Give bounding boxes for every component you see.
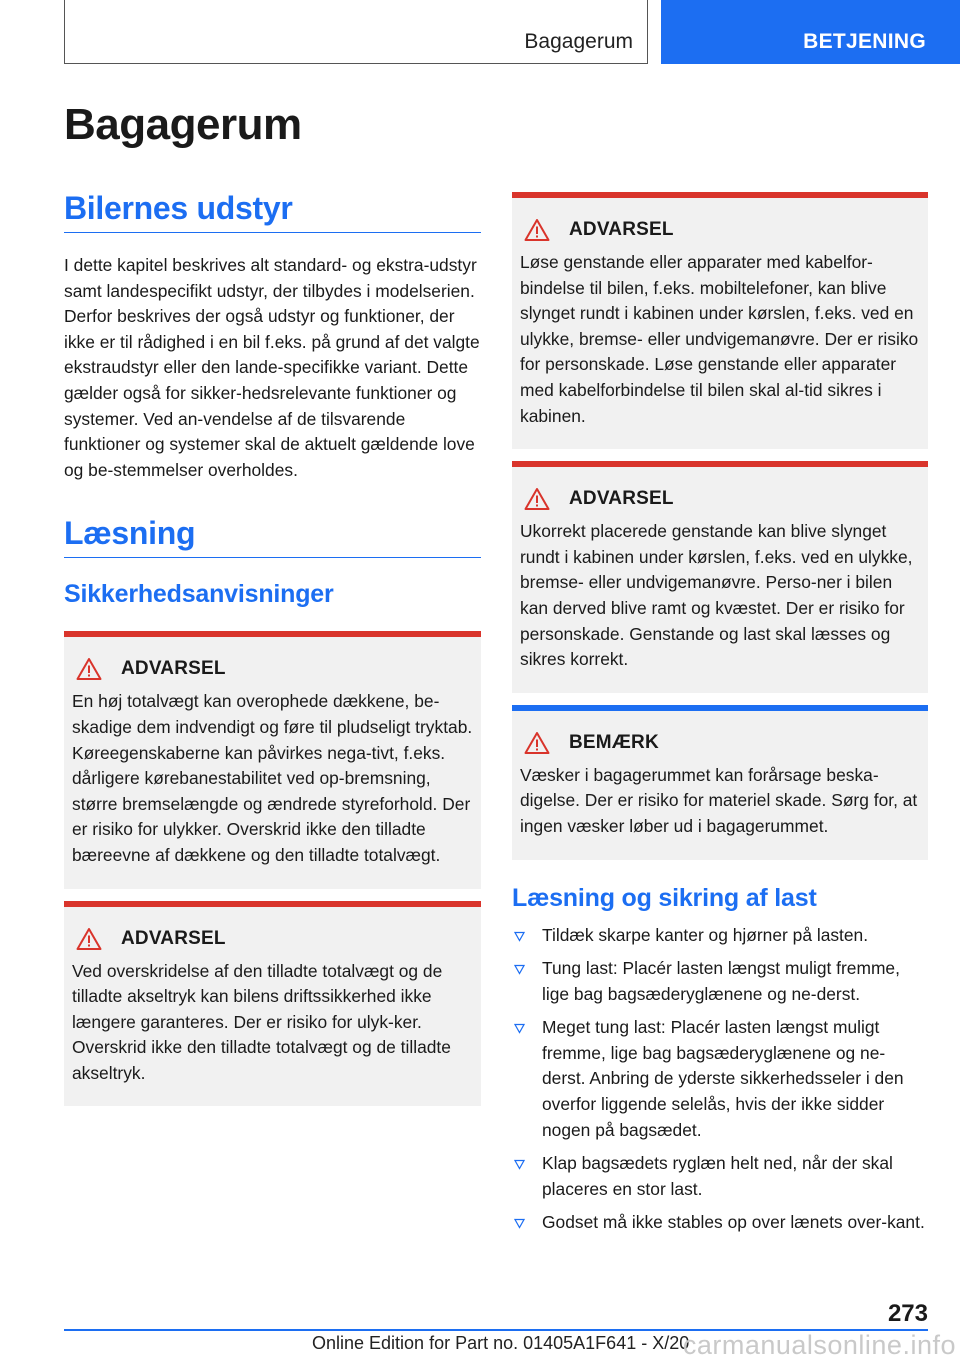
heading-safety-notes: Sikkerhedsanvisninger (64, 580, 334, 609)
warning-header (520, 218, 920, 242)
header-chapter-label: BETJENING (803, 30, 926, 53)
page-title: Bagagerum (64, 100, 302, 149)
bullet-triangle-icon (514, 1023, 525, 1034)
bullet-triangle-icon (514, 964, 525, 975)
heading-loading-securing: Læsning og sikring af last (512, 883, 817, 912)
warning-title: ADVARSEL (121, 927, 226, 949)
bullet-triangle-icon (514, 931, 525, 942)
warning-header (72, 927, 473, 951)
header-section-label: Bagagerum (524, 30, 633, 53)
warning-triangle-icon (76, 657, 102, 681)
header-section-tab (64, 0, 648, 64)
list-item (512, 1015, 928, 1143)
list-item (512, 923, 928, 949)
warning-header (72, 657, 473, 681)
note-text: Væsker i bagagerummet kan forårsage beska-digelse. Der er risiko for materiel skade. Sørg for, at ingen væsker løber ud i bagagerummet. (520, 764, 918, 836)
list-item (512, 1210, 928, 1236)
list-item-text: Tung last: Placér lasten længst muligt fremme, lige bag bagsæderyglænene og ne-derst. (542, 958, 900, 1004)
warning-text: Ukorrekt placerede genstande kan blive slynget rundt i kabinen under kørslen, f.eks. ved en ulykke, bremse- eller undvigemanøvre. Perso-ner i bilen kan derved blive ramt og kvæstet. Der er risiko for personskade. Genstande og last skal læsses og sikres korrekt. (520, 521, 913, 670)
left-column (64, 190, 481, 1106)
footer-edition-text: Online Edition for Part no. 01405A1F641 - X/20 (312, 1333, 690, 1353)
bullet-triangle-icon (514, 1218, 525, 1229)
warning-title: ADVARSEL (569, 488, 674, 510)
bullet-triangle-icon (514, 1159, 525, 1170)
list-item (512, 956, 928, 1007)
warning-header (520, 487, 920, 511)
heading-loading: Læsning (64, 515, 481, 558)
warning-text: Løse genstande eller apparater med kabelfor-bindelse til bilen, f.eks. mobiltelefoner, kan blive slynget rundt i kabinen under kørslen, f.eks. ved en ulykke, bremse- eller undvigemanøvre. Der er risiko for personskade. Løse genstande eller apparater med kabelforbindelse til bilen skal al-tid sikres i kabinen. (520, 252, 919, 426)
warning-text: En høj totalvægt kan overophede dækkene, be-skadige dem indvendigt og føre til pludseligt tryktab. Køreegenskaberne kan påvirkes nega-tivt, f.eks. dårligere kørebanestabilitet ved op-bremsning, større bremselængde og ændrede styreforhold. Der er risiko for ulykker. Overskrid ikke den tilladte bæreevne af dækkene og den tilladte totalvægt. (72, 691, 473, 865)
note-box-liquids (512, 705, 928, 860)
warning-title: ADVARSEL (121, 658, 226, 680)
warning-text: Ved overskridelse af den tilladte totalvægt og de tilladte akseltryk kan bilens driftssikkerhed ikke længere garanteres. Der er risiko for ulyk-ker. Overskrid ikke den tilladte totalvægt og de tilladte akseltryk. (72, 960, 451, 1083)
watermark: carmanualsonline.info (682, 1330, 956, 1360)
list-item (512, 1151, 928, 1202)
list-item-text: Tildæk skarpe kanter og hjørner på lasten. (542, 924, 869, 945)
list-item-text: Klap bagsædets ryglæn helt ned, når der skal placeres en stor last. (542, 1153, 893, 1199)
warning-triangle-icon (524, 487, 550, 511)
list-item-text: Godset må ikke stables op over lænets over-kant. (542, 1212, 925, 1233)
warning-box-axle-load (64, 901, 481, 1107)
right-column (512, 192, 928, 1244)
page-number: 273 (887, 1300, 928, 1327)
caution-triangle-icon (524, 731, 550, 755)
warning-title: ADVARSEL (569, 219, 674, 240)
warning-triangle-icon (524, 218, 550, 242)
warning-box-misplaced-objects (512, 461, 928, 693)
heading-equipment: Bilernes udstyr (64, 190, 481, 233)
note-title: BEMÆRK (569, 731, 659, 753)
note-header (520, 731, 920, 755)
warning-box-total-weight (64, 631, 481, 888)
loading-instructions-list (512, 923, 928, 1237)
warning-triangle-icon (76, 927, 102, 951)
warning-box-loose-objects (512, 192, 928, 449)
header-chapter-tab (661, 0, 960, 64)
equipment-paragraph: I dette kapitel beskrives alt standard- og ekstra-udstyr samt landespecifikt udstyr, der tilbydes i modelserien. Derfor beskrives der også udstyr og funktioner, der ikke er til rådighed i en bil f.eks. på grund af det valgte ekstraudstyr eller den lande-specifikke variant. Dette gælder også for sikker-hedsrelevante funktioner og systemer. Ved an-vendelse af de tilsvarende funktioner og systemer skal de aktuelt gældende love og be-stemmelser overholdes. (64, 255, 480, 480)
list-item-text: Meget tung last: Placér lasten længst muligt fremme, lige bag bagsæderyglænene og ne-derst. Anbring de yderste sikkerhedsseler i den overfor liggende selelås, hvis der ikke sidder nogen på bagsædet. (542, 1017, 904, 1140)
